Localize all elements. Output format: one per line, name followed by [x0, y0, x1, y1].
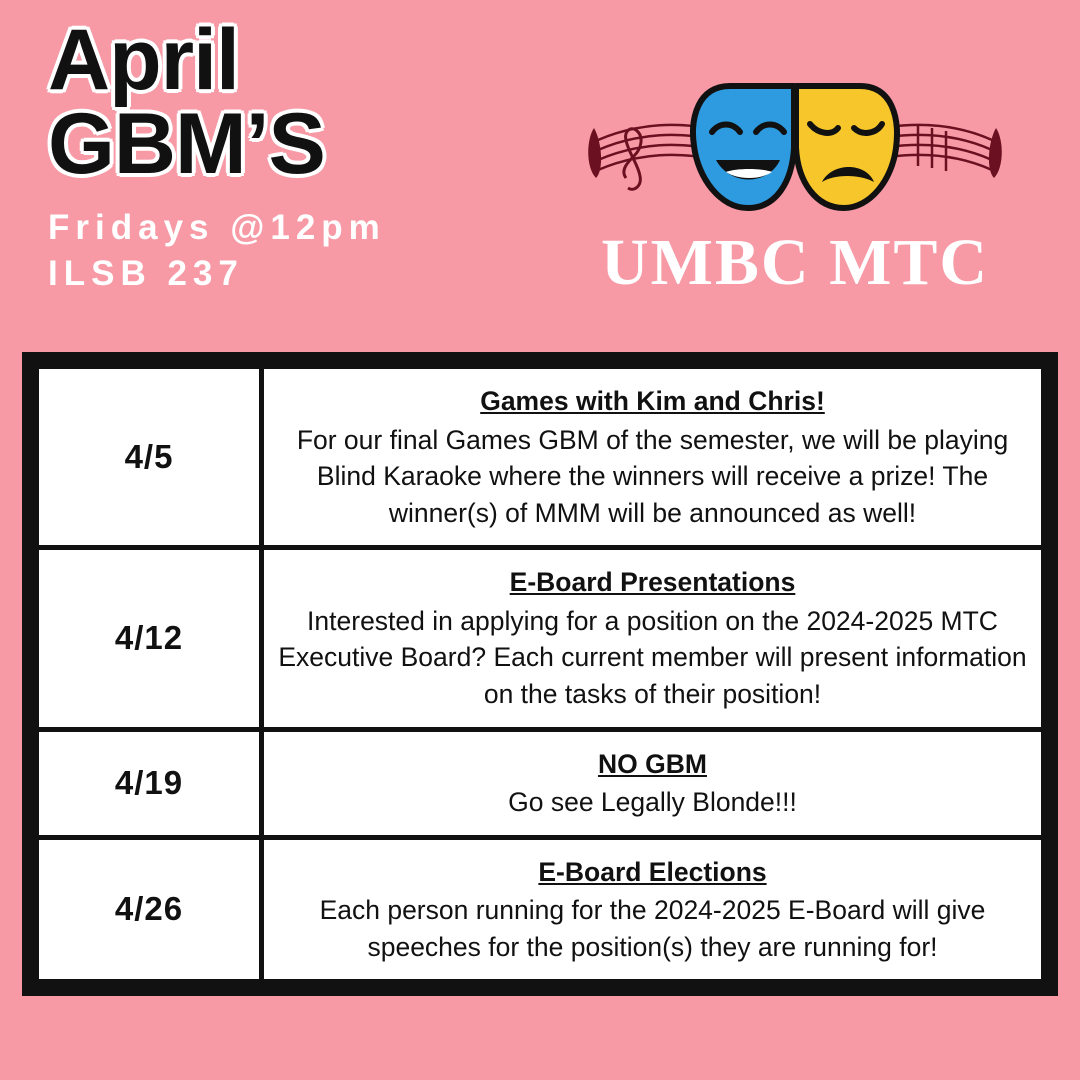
row-date: 4/5: [37, 367, 262, 548]
row-title: E-Board Presentations: [509, 567, 796, 598]
row-title: Games with Kim and Chris!: [480, 386, 825, 416]
row-description: [262, 729, 1044, 837]
subtitle-time: Fridays @12pm: [48, 207, 386, 247]
row-title: NO GBM: [598, 748, 707, 779]
schedule-table-container: [22, 352, 1058, 996]
subtitle-location: ILSB 237: [48, 253, 244, 293]
org-logo-text: UMBC MTC: [600, 226, 990, 299]
row-body: Each person running for the 2024-2025 E-Board will give speeches for the position(s) they are running for!: [319, 895, 986, 962]
row-body: For our final Games GBM of the semester, we will be playing Blind Karaoke where the winners will receive a prize! The winner(s) of MMM will be announced as well!: [296, 424, 1009, 528]
row-body: Interested in applying for a position on the 2024-2025 MTC Executive Board? Each current member will present information on the tasks of their position!: [278, 605, 1027, 709]
schedule-table: [34, 364, 1046, 984]
org-logo: [580, 78, 1010, 299]
row-description: [262, 548, 1044, 729]
row-body: Go see Legally Blonde!!!: [508, 787, 797, 818]
table-row: [37, 548, 1044, 729]
table-row: [37, 729, 1044, 837]
page-title-line-1: April: [48, 12, 239, 108]
row-date: 4/12: [37, 548, 262, 729]
table-row: [37, 837, 1044, 982]
row-description: [262, 837, 1044, 982]
row-date: 4/26: [37, 837, 262, 982]
poster-header: [0, 0, 1080, 352]
row-title: E-Board Elections: [538, 856, 767, 887]
row-description: [262, 367, 1044, 548]
row-date: 4/19: [37, 729, 262, 837]
comedy-tragedy-masks-icon: [580, 78, 1010, 218]
table-row: [37, 367, 1044, 548]
page-title-line-2: GBM’S: [48, 96, 325, 193]
title-block: [48, 12, 608, 297]
